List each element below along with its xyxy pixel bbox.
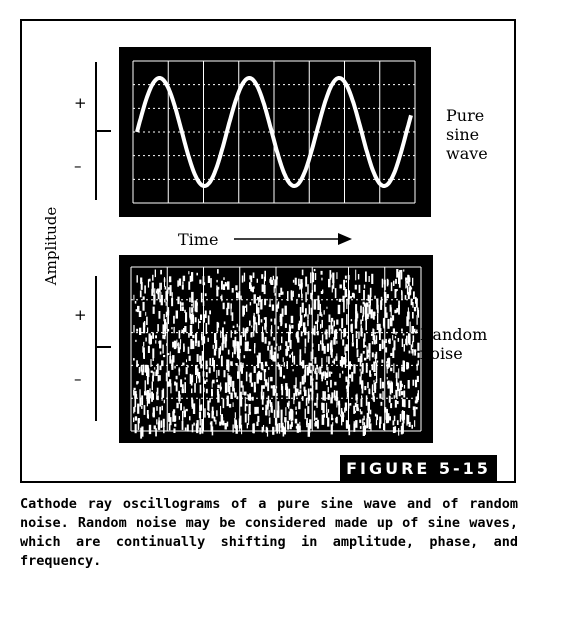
sine-wave-label <box>446 106 488 163</box>
top-plus-symbol: + <box>74 94 87 112</box>
random-noise-label-line: Random <box>420 325 488 344</box>
sine-wave-label-line: Pure <box>446 106 485 125</box>
bottom-plus-symbol: + <box>74 306 87 324</box>
random-noise-trace <box>119 255 433 443</box>
random-noise-label-line: noise <box>420 344 463 363</box>
bottom-minus-symbol: – <box>74 370 82 388</box>
time-arrow-icon <box>234 232 352 246</box>
sine-wave-trace <box>119 47 431 217</box>
scope-grid <box>133 61 415 203</box>
figure-number-tag: FIGURE 5-15 <box>340 455 497 481</box>
random-noise-oscillogram <box>119 255 433 443</box>
random-noise-label <box>420 325 487 363</box>
time-label: Time <box>178 230 219 249</box>
sine-wave-label-line: sine <box>446 125 480 144</box>
sine-wave-label-line: wave <box>446 144 488 163</box>
bottom-zero-tick <box>95 346 111 348</box>
bottom-amplitude-axis <box>95 276 97 421</box>
top-minus-symbol: – <box>74 157 82 175</box>
sine-wave-oscillogram <box>119 47 431 217</box>
amplitude-axis-label: Amplitude <box>42 206 60 286</box>
figure-caption: Cathode ray oscillograms of a pure sine wave and of random noise. Random noise may be considered made up of sine waves, which are continually shifting in amplitude, phase, and frequency. <box>20 496 518 569</box>
top-zero-tick <box>95 130 111 132</box>
time-axis <box>178 230 358 250</box>
